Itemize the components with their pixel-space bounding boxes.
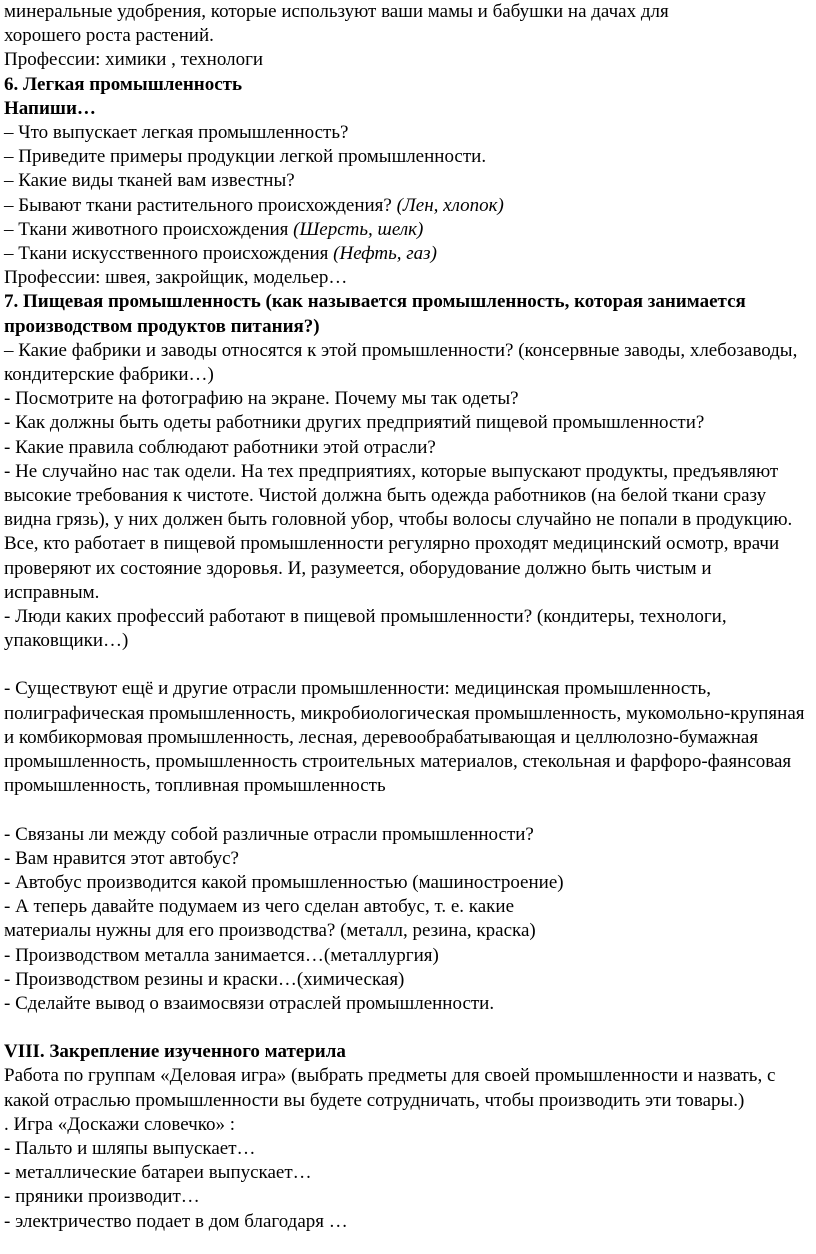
light-question-6-text: – Ткани искусственного происхождения xyxy=(4,243,334,265)
light-question-5-text: – Ткани животного происхождения xyxy=(4,218,294,240)
consolidation-heading: VIII. Закрепление изученного материла xyxy=(4,1041,346,1063)
bus-question-7: - Сделайте вывод о взаимосвязи отраслей промышленности. xyxy=(4,992,495,1014)
bus-question-2: - Вам нравится этот автобус? xyxy=(4,847,239,869)
other-industries: - Существуют ещё и другие отрасли промышленности: медицинская промышленность, полиграфическая промышленность, микробиологическая промышленность, мукомольно-крупяная и комбикормовая промышленность, лесная, деревообрабатывающая и целлюлозно-бумажная промышленность, промышленность строительных материалов, стекольная и фарфоро-фаянсовая промышленность, топливная промышленность xyxy=(4,678,805,797)
bus-question-4-line-1: - А теперь давайте подумаем из чего сделан автобус, т. е. какие xyxy=(4,896,515,918)
game-item-1: - Пальто и шляпы выпускает… xyxy=(4,1137,256,1159)
light-question-3: – Какие виды тканей вам известны? xyxy=(4,170,295,192)
intro-line-2: хорошего роста растений. xyxy=(4,25,214,47)
bus-question-1: - Связаны ли между собой различные отрасли промышленности? xyxy=(4,823,534,845)
food-explanation: - Не случайно нас так одели. На тех предприятиях, которые выпускают продукты, предъявляют высокие требования к чистоте. Чистой должна быть одежда работников (на белой ткани сразу видна грязь), у них должен быть головной убор, чтобы волосы случайно не попали в продукцию. Все, кто работает в пищевой промышленности регулярно проходят медицинский осмотр, врачи проверяют их состояние здоровья. И, разумеется, оборудование должно быть чистым и исправным. xyxy=(4,460,793,603)
game-item-4: - электричество подает в дом благодаря … xyxy=(4,1210,348,1232)
food-industry-heading: 7. Пищевая промышленность (как называется промышленность, которая занимается производством продуктов питания?) xyxy=(4,291,746,337)
spacer xyxy=(4,1016,810,1040)
light-question-6-answer: (Нефть, газ) xyxy=(333,243,437,265)
light-industry-heading: 6. Легкая промышленность xyxy=(4,73,243,95)
light-question-2: – Приведите примеры продукции легкой промышленности. xyxy=(4,146,487,168)
light-question-1: – Что выпускает легкая промышленность? xyxy=(4,122,349,144)
light-professions: Профессии: швея, закройщик, модельер… xyxy=(4,267,348,289)
game-item-2: - металлические батареи выпускает… xyxy=(4,1162,312,1184)
food-question-1: – Какие фабрики и заводы относятся к этой промышленности? (консервные заводы, хлебозаводы, кондитерские фабрики…) xyxy=(4,339,798,386)
intro-professions: Профессии: химики , технологи xyxy=(4,49,264,71)
bus-question-5: - Производством металла занимается…(металлургия) xyxy=(4,944,439,966)
light-question-6 xyxy=(4,242,810,266)
food-question-2: - Посмотрите на фотографию на экране. Почему мы так одеты? xyxy=(4,388,519,410)
write-prompt: Напиши… xyxy=(4,97,96,119)
food-question-6: - Люди каких профессий работают в пищевой промышленности? (кондитеры, технологи, упаковщики…) xyxy=(4,606,727,652)
game-title: . Игра «Доскажи словечко» : xyxy=(4,1113,236,1135)
bus-question-3: - Автобус производится какой промышленностью (машиностроение) xyxy=(4,871,564,893)
food-question-3: - Как должны быть одеты работники других предприятий пищевой промышленности? xyxy=(4,412,705,434)
light-question-4 xyxy=(4,194,810,218)
light-question-5 xyxy=(4,218,810,242)
intro-line-1: минеральные удобрения, которые используют ваши мамы и бабушки на дачах для xyxy=(4,1,669,22)
light-question-4-text: – Бывают ткани растительного происхождения? xyxy=(4,194,397,216)
food-question-4: - Какие правила соблюдают работники этой отрасли? xyxy=(4,436,436,458)
game-item-3: - пряники производит… xyxy=(4,1186,200,1208)
spacer xyxy=(4,653,810,677)
light-question-4-answer: (Лен, хлопок) xyxy=(396,194,504,216)
bus-question-6: - Производством резины и краски…(химическая) xyxy=(4,968,405,990)
consolidation-task: Работа по группам «Деловая игра» (выбрать предметы для своей промышленности и назвать, с какой отраслью промышленности вы будете сотрудничать, чтобы производить эти товары.) xyxy=(4,1065,776,1111)
spacer xyxy=(4,799,810,823)
light-question-5-answer: (Шерсть, шелк) xyxy=(293,218,424,240)
bus-question-4-line-2: материалы нужны для его производства? (металл, резина, краска) xyxy=(4,920,536,942)
